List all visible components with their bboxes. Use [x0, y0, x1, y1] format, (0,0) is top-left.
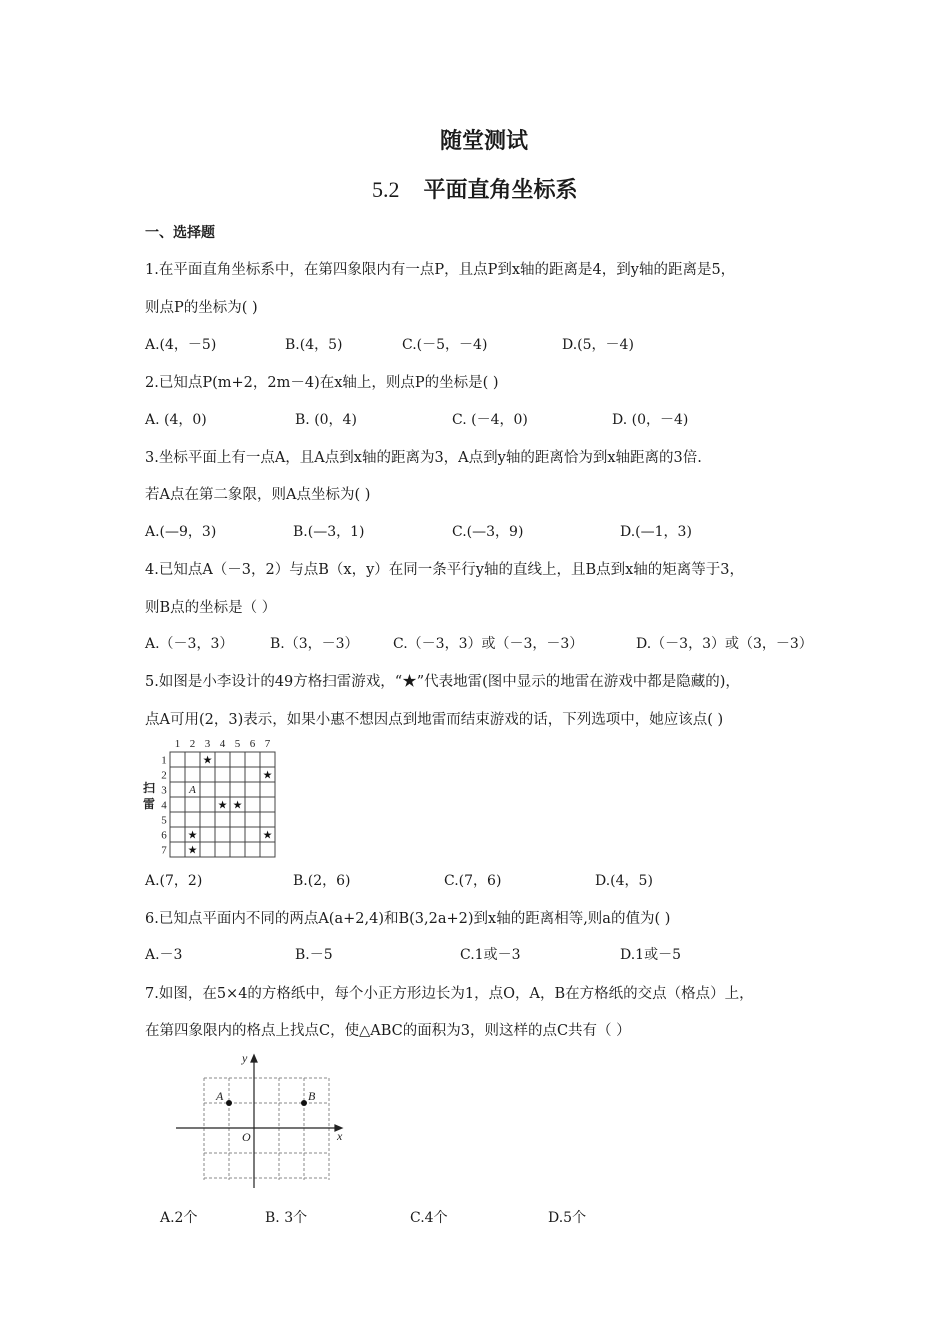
minesweeper-side-label-1: 扫	[142, 781, 156, 795]
minesweeper-row-label-7: 7	[161, 844, 167, 857]
mine-star-icon: ★	[262, 828, 273, 842]
question-7-option-c: C.4个	[410, 1210, 448, 1226]
page-title: 随堂测试	[440, 129, 529, 154]
question-5-line-2: 点A可用(2，3)表示，如果小惠不想因点到地雷而结束游戏的话，下列选项中，她应该点( )	[145, 712, 724, 728]
minesweeper-col-label-6: 6	[249, 738, 256, 750]
question-3-line-2: 若A点在第二象限，则A点坐标为( )	[145, 487, 371, 503]
question-2-option-c: C. (－4，0)	[452, 412, 528, 428]
minesweeper-col-label-3: 3	[204, 738, 211, 750]
question-3-option-b: B.(—3，1)	[293, 524, 365, 540]
question-4-option-d: D.（－3，3）或（3，－3）	[636, 636, 813, 652]
question-7-line-1: 7.如图，在5×4的方格纸中，每个小正方形边长为1，点O，A，B在方格纸的交点（格点）上，	[145, 986, 754, 1002]
minesweeper-col-label-7: 7	[264, 738, 271, 750]
point-b-label: B	[308, 1089, 316, 1103]
minesweeper-side-label-2: 雷	[142, 797, 156, 811]
question-6-option-a: A.－3	[145, 947, 183, 963]
question-5-option-d: D.(4，5)	[595, 873, 653, 889]
question-6-option-c: C.1或－3	[460, 947, 521, 963]
question-1-line-1: 1.在平面直角坐标系中，在第四象限内有一点P，且点P到x轴的距离是4，到y轴的距离是5，	[145, 262, 736, 278]
question-2-option-d: D. (0，－4)	[612, 412, 689, 428]
subtitle-number: 5.2	[372, 177, 400, 202]
question-4-option-a: A.（－3，3）	[145, 636, 234, 652]
mine-star-icon: ★	[187, 843, 198, 857]
point-a-dot	[226, 1100, 232, 1106]
subtitle-text: 平面直角坐标系	[423, 178, 578, 203]
question-4-line-1: 4.已知点A（－3，2）与点B（x，y）在同一条平行y轴的直线上，且B点到x轴的矩离等于3，	[145, 562, 745, 578]
minesweeper-figure	[140, 734, 280, 859]
coordinate-grid-figure	[172, 1050, 352, 1190]
y-axis-label: y	[242, 1051, 248, 1065]
question-7-option-d: D.5个	[548, 1210, 587, 1226]
minesweeper-row-label-6: 6	[161, 829, 167, 842]
minesweeper-col-label-1: 1	[174, 738, 181, 750]
x-axis-label: x	[337, 1129, 343, 1143]
question-1-option-a: A.(4，－5)	[145, 337, 217, 353]
question-3-option-d: D.(—1，3)	[620, 524, 692, 540]
question-4-option-b: B.（3，－3）	[270, 636, 359, 652]
mine-star-icon: ★	[187, 828, 198, 842]
mine-star-icon: ★	[217, 798, 228, 812]
minesweeper-row-label-1: 1	[161, 754, 167, 767]
y-axis-arrow-icon	[251, 1055, 257, 1062]
minesweeper-col-label-2: 2	[189, 738, 196, 750]
minesweeper-col-label-4: 4	[219, 738, 226, 750]
minesweeper-row-label-3: 3	[161, 784, 167, 797]
question-1-line-2: 则点P的坐标为( )	[145, 300, 258, 316]
question-2-line-1: 2.已知点P(m+2，2m－4)在x轴上，则点P的坐标是( )	[145, 375, 499, 391]
question-2-option-b: B. (0，4)	[295, 412, 357, 428]
question-5-line-1: 5.如图是小李设计的49方格扫雷游戏，“★”代表地雷(图中显示的地雷在游戏中都是隐藏的)，	[145, 674, 740, 690]
point-b-dot	[301, 1100, 307, 1106]
mine-star-icon: ★	[202, 753, 213, 767]
question-6-line-1: 6.已知点平面内不同的两点A(a+2,4)和B(3,2a+2)到x轴的距离相等,则a的值为( )	[145, 911, 671, 927]
question-1-option-b: B.(4，5)	[285, 337, 343, 353]
question-5-option-a: A.(7，2)	[145, 873, 203, 889]
point-a-label: A	[216, 1089, 224, 1103]
minesweeper-row-label-4: 4	[161, 799, 167, 812]
minesweeper-row-label-2: 2	[161, 769, 167, 782]
origin-label: O	[242, 1130, 251, 1144]
question-5-option-b: B.(2，6)	[293, 873, 351, 889]
minesweeper-point-a: A	[189, 784, 196, 796]
question-1-option-d: D.(5，－4)	[562, 337, 634, 353]
page-subtitle	[372, 173, 578, 204]
question-3-option-c: C.(—3，9)	[452, 524, 524, 540]
minesweeper-row-label-5: 5	[161, 814, 167, 827]
question-7-line-2: 在第四象限内的格点上找点C，使△ABC的面积为3，则这样的点C共有（ ）	[145, 1023, 631, 1039]
question-3-line-1: 3.坐标平面上有一点A，且A点到x轴的距离为3，A点到y轴的距离恰为到x轴距离的3倍.	[145, 450, 702, 466]
mine-star-icon: ★	[262, 768, 273, 782]
minesweeper-col-label-5: 5	[234, 738, 241, 750]
question-5-option-c: C.(7，6)	[444, 873, 502, 889]
question-7-option-b: B. 3个	[265, 1210, 308, 1226]
question-2-option-a: A. (4，0)	[145, 412, 207, 428]
question-4-line-2: 则B点的坐标是（ ）	[145, 600, 277, 616]
question-1-option-c: C.(－5，－4)	[402, 337, 488, 353]
section-heading: 一、选择题	[145, 225, 215, 241]
question-6-option-b: B.－5	[295, 947, 333, 963]
question-6-option-d: D.1或－5	[620, 947, 681, 963]
mine-star-icon: ★	[232, 798, 243, 812]
question-4-option-c: C.（－3，3）或（－3，－3）	[393, 636, 584, 652]
question-7-option-a: A.2个	[160, 1210, 198, 1226]
question-3-option-a: A.(—9，3)	[145, 524, 217, 540]
